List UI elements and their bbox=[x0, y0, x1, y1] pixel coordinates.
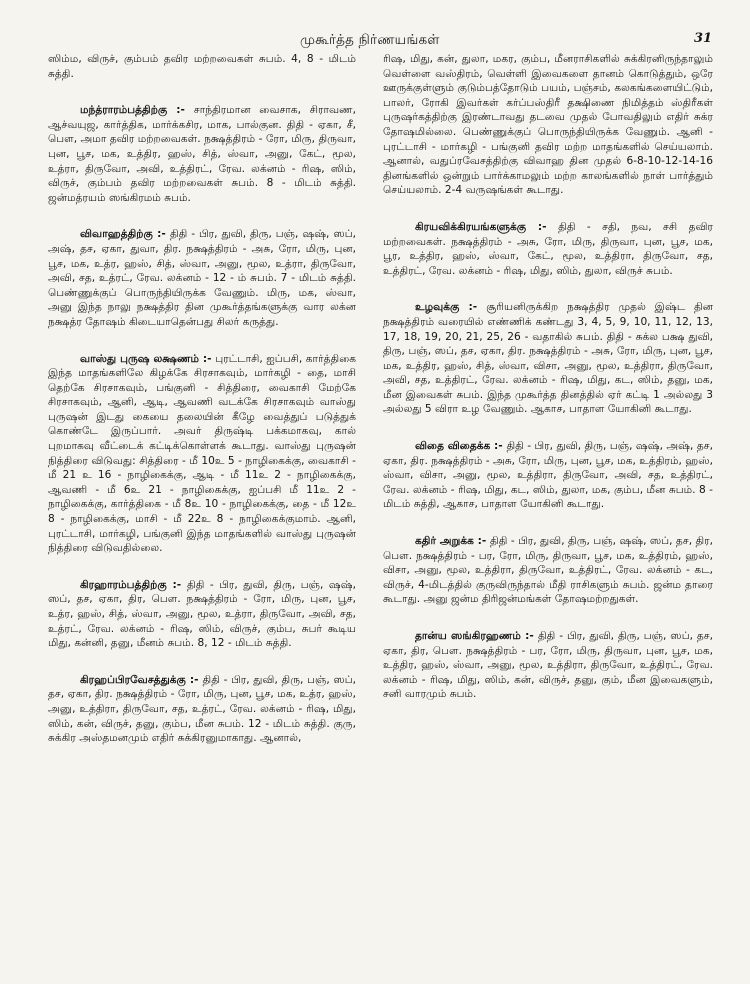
paragraph-body: புரட்டாசி, ஐப்பசி, கார்த்திகை இந்த மாதங்களிலே கிழக்கே சிரசாகவும், மார்கழி - தை, மாசி தெற்கே சிரசாகவும், பங்குனி - சித்திரை, வைகாசி மேற்கே சிரசாகவும், ஆனி, ஆடி, ஆவணி வடக்கே சிரசாகவும் வாஸ்து புருஷன் இடது கையை தலையின் கீழே வைத்துப் படுத்துக் கொண்டே இருப்பார். அவர் திருஷ்டி பக்கமாகவு, கால் புறமாகவு வீட்டைக் கட்டிக்கொள்ளக் கூடாது. வாஸ்து புருஷன் நித்திரை விடுவது: சித்திரை - மீ 10உ 5 - நாழிகைக்கு, வைகாசி - மீ 21 உ 16 - நாழிகைக்கு, ஆடி - மீ 11உ 2 - நாழிகைக்கு, ஆவணி - மீ 6உ 21 - நாழிகைக்கு, ஐப்பசி மீ 11உ 2 - நாழிகைக்கு, கார்த்திகை - மீ 8உ 10 - நாழிகைக்கு, தை - மீ 12உ 8 - நாழிகைக்கு, மாசி - மீ 22உ 8 - நாழிகைக்குமாம். ஆனி, புரட்டாசி, மார்கழி, பங்குனி இந்த மாதங்களில் வாஸ்து புருஷன் நித்திரை விடுவதில்லை. bbox=[48, 352, 356, 555]
paragraph-body: சூரியனிருக்கிற நக்ஷத்திர முதல் இஷ்ட தின நக்ஷத்திரம் வரையில் எண்ணிக் கண்டது 3, 4, 5, 9, 10, 11, 12, 13, 17, 18, 19, 20, 21, 25, 26 - வதாகில் சுபம். திதி - சுக்ல பக்ஷ துவி, திரு, பஞ், ஸப், தச, ஏகா, திர. நக்ஷத்திரம் - அசு, ரோ, மிரு, புன, பூச, மக, உத்திர, ஹஸ், சித், ஸ்வா, விசா, அனு, மூல, உத்திரா, திருவோ, அவி, சத, உத்திரட், ரேவ. லக்னம் - ரிஷ, மிது, கட, ஸிம், தனு, மக, மீன இவைகள் சுபம். இந்த முகூர்த்த தினத்தில் ஏர் கட்டி 1 அல்லது 3 அல்லது 5 விரா உழ வேணும். ஆகாச, பாதாள யோகினி கூடாது. bbox=[383, 301, 713, 416]
page-header bbox=[0, 14, 750, 54]
paragraph-body: திதி - பிர, துவி, திரு, பஞ், ஷஷ், அஷ், தச, ஏகா, திர. நக்ஷத்திரம் - அசு, ரோ, மிரு, புன, பூச, மக, உத்திரம், ஹஸ், ஸ்வா, விசா, அனு, மூல, உத்திரா, திருவோ, அவி, சத, உத்திரட், ரேவ. லக்னம் - ரிஷ, மிது, கட, ஸிம், துலா, மக, கும்ப, மீன சுபம். 8 - மிடம் சுத்தி, ஆகாச, பாதாள யோகினி கூடாது. bbox=[383, 440, 713, 511]
left-column bbox=[48, 52, 356, 972]
section-heading: கிரஹாரம்பத்திற்கு :- bbox=[80, 578, 188, 591]
paragraph bbox=[383, 220, 713, 278]
paragraph bbox=[48, 103, 356, 205]
paragraph-body: திதி - பிர, துவி, திரு, பஞ், ஸப், தச, ஏகா, திர, பௌ. நக்ஷத்திரம் - பர, ரோ, மிரு, திருவா, புன, பூச, மக, உத்திர, ஹஸ், ஸ்வா, அனு, மூல, உத்திரா, திருவோ, உத்திரட், ரேவ. லக்னம் - ரிஷ, மிது, ஸிம், கன், விருச், தனு, கும், மீன இவைகளும், சனி வாரமும் சுபம். bbox=[383, 630, 713, 701]
section-heading: கிரஹப்பிரவேசத்துக்கு :- bbox=[80, 673, 203, 686]
paragraph bbox=[48, 227, 356, 329]
paragraph-body: ஸிம்ம, விருச், கும்பம் தவிர மற்றவைகள் சுபம். 4, 8 - மிடம் சுத்தி. bbox=[48, 53, 356, 80]
section-heading: உழவுக்கு :- bbox=[415, 301, 487, 314]
section-heading: மந்த்ராரம்பத்திற்கு :- bbox=[80, 104, 194, 117]
section-heading: தான்ய ஸங்கிரஹணம் :- bbox=[415, 630, 538, 642]
paragraph-body: திதி - பிர, துவி, திரு, பஞ், ஷஷ், ஸப், தச, ஏகா, திர, பௌ. நக்ஷத்திரம் - ரோ, மிரு, புன, பூச, உத்ர, ஹஸ், சித், ஸ்வா, அனு, மூல, உத்ரா, திருவோ, அவி, சத, உத்ரட், ரேவ. லக்னம் - ரிஷ, ஸிம், விருச், கும்ப, சுபர் கூடிய மிது, கன்னி, தனு, மீனம் சுபம். 8, 12 - மிடம் சுத்தி. bbox=[48, 578, 356, 650]
paragraph bbox=[48, 52, 356, 81]
paragraph bbox=[48, 352, 356, 556]
paragraph-body: திதி - பிர, துவி, திரு, பஞ், ஷஷ், ஸப், தச, திர, பௌ. நக்ஷத்திரம் - பர, ரோ, மிரு, திருவா, பூச, மக, உத்திரம், ஹஸ், விசா, அனு, மூல, உத்திரா, திருவோ, உத்திரட், ரேவ. லக்னம் - கட, விருச், 4-மிடத்தில் குருவிருந்தால் மீதி ராசிகளும் சுபம். ஜன்ம தாரை கூடாது. அனு ஜன்ம திரிஜன்மங்கள் தோஷமற்றதுகள். bbox=[383, 535, 713, 606]
paragraph bbox=[48, 673, 356, 746]
section-heading: விவாஹத்திற்கு :- bbox=[80, 228, 170, 241]
paragraph bbox=[383, 300, 713, 417]
section-heading: கிரயவிக்கிரயங்களுக்கு :- bbox=[415, 220, 559, 233]
page-number: 31 bbox=[694, 31, 713, 46]
paragraph bbox=[383, 52, 713, 198]
paragraph bbox=[383, 629, 713, 702]
paragraph bbox=[383, 534, 713, 607]
section-heading: கதிர் அறுக்க :- bbox=[415, 535, 491, 548]
paragraph bbox=[383, 439, 713, 512]
paragraph bbox=[48, 578, 356, 651]
right-column bbox=[383, 52, 713, 972]
paragraph-body: சாந்திரமான வைசாக, சிராவண, ஆச்வயுஜ, கார்த்திக, மார்க்கசிர, மாக, பால்குன. திதி - ஏகா, சீ, பௌ, அமா தவிர மற்றவைகள். நக்ஷத்திரம் - ரோ, மிரு, திருவா, புன, பூச, மக, உத்திர, ஹஸ், சித், ஸ்வா, அனு, கேட், மூல, உத்ரா, திருவோ, அவி, உத்திரட், ரேவ. லக்னம் - ரிஷ, ஸிம், விருச், கும்பம் தவிர மற்றவைகள் சுபம். 8 - மிடம் சுத்தி. ஜன்மத்ரயம் ஸங்கிரமம் சுபம். bbox=[48, 104, 356, 204]
paragraph-body: திதி - பிர, துவி, திரு, பஞ், ஸப், தச, ஏகா, திர. நக்ஷத்திரம் - ரோ, மிரு, புன, பூச, மக, உத்ர, ஹஸ், அனு, உத்திரா, திருவோ, சத, உத்ரட், ரேவ. லக்னம் - ரிஷ, மிது, ஸிம், கன், விருச், தனு, கும்ப, மீன சுபம். 12 - மிடம் சுத்தி. குரு, சுக்கிர அஸ்தமனமும் எதிர் சுக்கிரனுமாகாது. ஆனால், bbox=[48, 673, 356, 745]
paragraph-body: ரிஷ, மிது, கன், துலா, மகர, கும்ப, மீனராசிகளில் சுக்கிரனிருந்தாலும் வெள்ளை வஸ்திரம், வெள்ளி இவைகளை தானம் கொடுத்தும், ஒரே ஊருக்குள்ளும் குடும்பத்தோடும் பயம், பஞ்சம், கலகங்களையிட்டும், பாலர், ரோகி இவர்கள் கர்ப்பஸ்திரீ தக்ஷிணை நிமித்தம் ஸ்திரீகள் புருஷர்கத்திற்கு இரண்டாவது தடவை முதல் போவதிலும் எதிர் சுக்ர தோஷமில்லை. பெண்ணுக்குப் பொருந்தியிருக்க வேணும். ஆனி - புரட்டாசி - மார்கழி - பங்குனி தவிர மற்ற மாதங்களில் செய்யலாம். ஆனால், வதுப்ரவேசத்திற்கு விவாஹ தின முதல் 6-8-10-12-14-16 தினங்களில் ஒன்றும் பார்க்காமலும் மற்ற காலங்களில் நாள் பார்த்தும் செய்யலாம். 2-4 வருஷங்கள் கூடாது. bbox=[383, 53, 713, 197]
section-heading: வாஸ்து புருஷ லக்ஷணம் :- bbox=[80, 352, 216, 365]
section-heading: விதை விதைக்க :- bbox=[415, 440, 507, 453]
running-title: முகூர்த்த நிர்ணயங்கள் bbox=[300, 32, 440, 48]
paragraph-body: திதி - பிர, துவி, திரு, பஞ், ஷஷ், ஸப், அஷ், தச, ஏகா, துவா, திர. நக்ஷத்திரம் - அசு, ரோ, மிரு, புன, பூச, மக, உத்ர, ஹஸ், சித், ஸ்வா, அனு, மூல, உத்ரா, திருவோ, அவி, சத, உத்ரட், ரேவ. லக்னம் - 12 - ம் சுபம். 7 - மிடம் சுத்தி. பெண்ணுக்குப் பொருந்தியிருக்க வேணும். மிரு, மக, ஸ்வா, அனு இந்த நாலு நக்ஷத்திர தின முகூர்த்தங்களுக்கு வார லக்ன நக்ஷத்ர தோஷம் கிடையாதென்பது சிலர் கருத்து. bbox=[48, 228, 356, 328]
paragraph-body: திதி - சதி, நவ, சசி தவிர மற்றவைகள். நக்ஷத்திரம் - அசு, ரோ, மிரு, திருவா, புன, பூச, மக, பூர, உத்திர, ஹஸ், ஸ்வா, கேட், மூல, உத்திரா, திருவோ, சத, உத்திரட், ரேவ. லக்னம் - ரிஷ, மிது, ஸிம், துலா, விருச் சுபம். bbox=[383, 220, 713, 277]
text-columns bbox=[48, 52, 713, 972]
